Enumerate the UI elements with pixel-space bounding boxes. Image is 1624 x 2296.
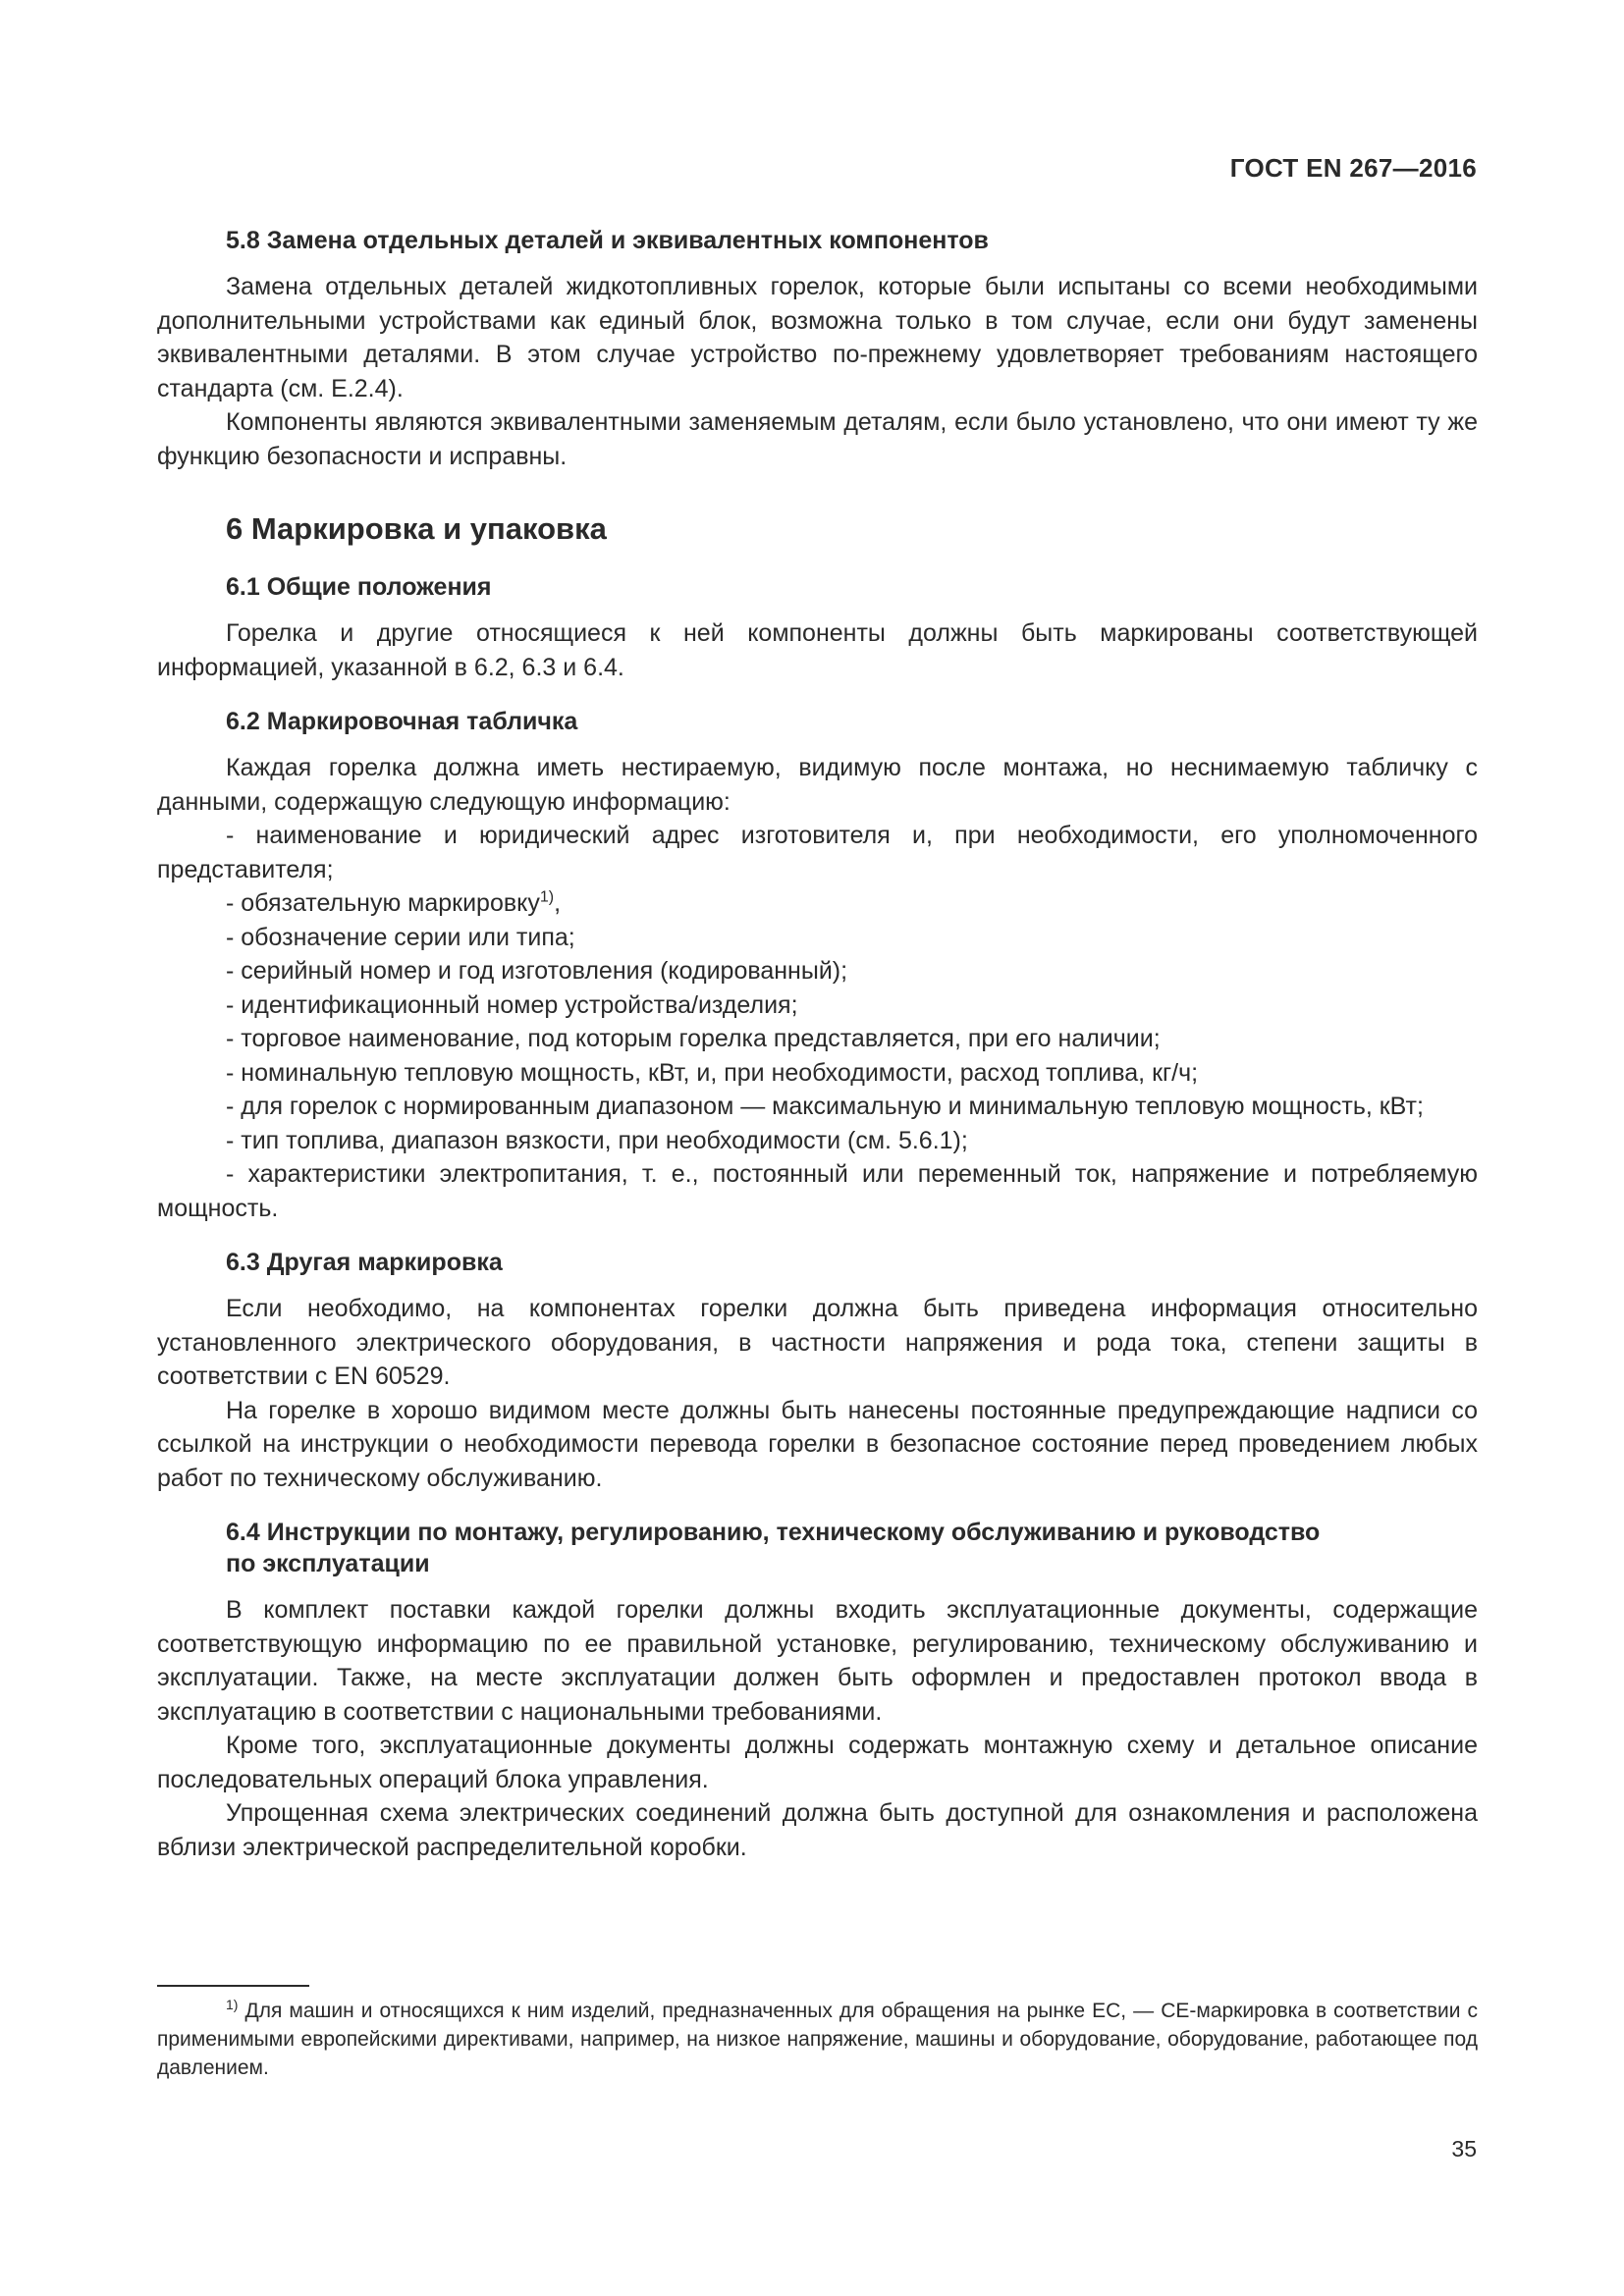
footnote-reference[interactable]: 1) <box>539 888 555 906</box>
section-6-3-paragraph-2: На горелке в хорошо видимом месте должны быть нанесены постоянные предупреждающие надписи со ссылкой на инструкции о необходимости перевода горелки в безопасное состояние перед проведением любых работ по техническому обслуживанию. <box>157 1396 1478 1492</box>
list-item-punctuation: , <box>554 889 562 917</box>
list-item: - для горелок с нормированным диапазоном — максимальную и минимальную тепловую мощность, кВт; <box>226 1093 1424 1120</box>
section-6-4-title <box>226 1517 1478 1579</box>
footnote-marker: 1) <box>226 1997 239 2012</box>
section-6-4-title-line-2: по эксплуатации <box>226 1550 430 1577</box>
footnote <box>157 1997 1478 2082</box>
section-5-8-paragraph-2: Компоненты являются эквивалентными заменяемым деталям, если было установлено, что они имеют ту же функцию безопасности и исправны. <box>157 408 1478 470</box>
list-item <box>157 886 1478 921</box>
list-item: - серийный номер и год изготовления (кодированный); <box>226 957 848 985</box>
list-item: - характеристики электропитания, т. е., постоянный или переменный ток, напряжение и потребляемую мощность. <box>157 1160 1478 1222</box>
list-item: - номинальную тепловую мощность, кВт, и, при необходимости, расход топлива, кг/ч; <box>226 1058 1199 1087</box>
section-5-8-paragraph-1: Замена отдельных деталей жидкотопливных горелок, которые были испытаны со всеми необходимыми дополнительными устройствами как единый блок, возможна только в том случае, если они будут заменены эквивалентными деталями. В этом случае устройство по-прежнему удовлетворяет требованиям настоящего стандарта (см. Е.2.4). <box>157 273 1478 402</box>
marking-plate-list <box>157 819 1478 1225</box>
section-6-title: 6 Маркировка и упаковка <box>226 511 607 546</box>
footnote-divider <box>157 1985 309 1987</box>
section-6-4-paragraph-3: Упрощенная схема электрических соединений должна быть доступной для ознакомления и расположена вблизи электрической распределительной коробки. <box>157 1799 1478 1861</box>
section-6-4-title-line-1: 6.4 Инструкции по монтажу, регулированию, техническому обслуживанию и руководство <box>226 1519 1321 1546</box>
document-code-header: ГОСТ EN 267—2016 <box>1229 153 1477 183</box>
section-6-3-title: 6.3 Другая маркировка <box>226 1249 503 1276</box>
section-6-2-paragraph-1: Каждая горелка должна иметь нестираемую, видимую после монтажа, но неснимаемую табличку с данными, содержащую следующую информацию: <box>157 754 1478 816</box>
list-item: - идентификационный номер устройства/изделия; <box>226 990 798 1019</box>
page-number: 35 <box>1451 2136 1477 2162</box>
section-6-2-title: 6.2 Маркировочная табличка <box>226 708 578 735</box>
section-6-1-title: 6.1 Общие положения <box>226 573 492 601</box>
list-item: - тип топлива, диапазон вязкости, при необходимости (см. 5.6.1); <box>226 1126 968 1154</box>
section-6-1-paragraph-1: Горелка и другие относящиеся к ней компоненты должны быть маркированы соответствующей информацией, указанной в 6.2, 6.3 и 6.4. <box>157 619 1478 681</box>
footnote-body: Для машин и относящихся к ним изделий, предназначенных для обращения на рынке ЕС, — СЕ-маркировка в соответствии с применимыми европейскими директивами, например, на низкое напряжение, машины и оборудование, оборудование, работающее под давлением. <box>157 2000 1478 2079</box>
section-6-4-paragraph-2: Кроме того, эксплуатационные документы должны содержать монтажную схему и детальное описание последовательных операций блока управления. <box>157 1732 1478 1793</box>
list-item-text: - обязательную маркировку <box>226 889 540 917</box>
section-5-8-title: 5.8 Замена отдельных деталей и эквивалентных компонентов <box>226 227 989 254</box>
section-6-3-paragraph-1: Если необходимо, на компонентах горелки должна быть приведена информация относительно установленного электрического оборудования, в частности напряжения и рода тока, степени защиты в соответствии с EN 60529. <box>157 1295 1478 1390</box>
list-item: - торговое наименование, под которым горелка представляется, при его наличии; <box>226 1025 1161 1052</box>
page-content <box>157 225 1478 1864</box>
list-item: - наименование и юридический адрес изготовителя и, при необходимости, его уполномоченного представителя; <box>157 822 1478 883</box>
list-item: - обозначение серии или типа; <box>226 923 575 951</box>
footnote-text <box>157 1997 1478 2082</box>
section-6-4-paragraph-1: В комплект поставки каждой горелки должны входить эксплуатационные документы, содержащие соответствующую информацию по ее правильной установке, регулированию, техническому обслуживанию и эксплуатации. Также, на месте эксплуатации должен быть оформлен и предоставлен протокол ввода в эксплуатацию в соответствии с национальными требованиями. <box>157 1596 1478 1726</box>
